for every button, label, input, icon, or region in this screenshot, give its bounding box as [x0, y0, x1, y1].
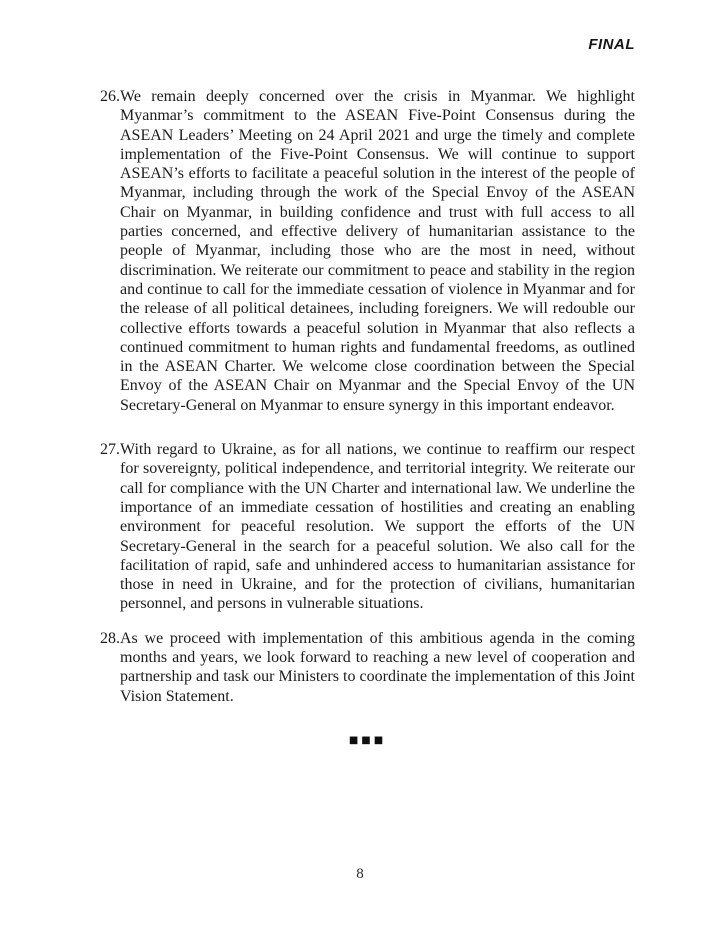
paragraph-27 — [100, 440, 635, 614]
end-of-document-marker: ■■■ — [348, 734, 387, 746]
paragraph-number: 26. — [100, 88, 120, 105]
paragraph-26 — [100, 87, 635, 415]
paragraph-text: We remain deeply concerned over the crisis in Myanmar. We highlight Myanmar’s commitment to the ASEAN Five-Point Consensus during the ASEAN Leaders’ Meeting on 24 April 2021 and urge the timely and complete implementation of the Five-Point Consensus. We will continue to support ASEAN’s efforts to facilitate a peaceful solution in the interest of the people of Myanmar, including through the work of the Special Envoy of the ASEAN Chair on Myanmar, in building confidence and trust with full access to all parties concerned, and effective delivery of humanitarian assistance to the people of Myanmar, including those who are the most in need, without discrimination. We reiterate our commitment to peace and stability in the region and continue to call for the immediate cessation of violence in Myanmar and for the release of all political detainees, including foreigners. We will redouble our collective efforts towards a peaceful solution in Myanmar that also reflects a continued commitment to human rights and fundamental freedoms, as outlined in the ASEAN Charter. We welcome close coordination between the Special Envoy of the ASEAN Chair on Myanmar and the Special Envoy of the UN Secretary-General on Myanmar to ensure synergy in this important endeavor. — [120, 88, 635, 414]
paragraph-number: 27. — [100, 441, 120, 459]
paragraph-text: As we proceed with implementation of this ambitious agenda in the coming months and years, we look forward to reaching a new level of cooperation and partnership and task our Ministers to coordinate the implementation of this Joint Vision Statement. — [120, 629, 635, 705]
final-status-label: FINAL — [588, 36, 635, 53]
paragraph-text: With regard to Ukraine, as for all nations, we continue to reaffirm our respect for sovereignty, political independence, and territorial integrity. We reiterate our call for compliance with the UN Charter and international law. We underline the importance of an immediate cessation of hostilities and creating an enabling environment for peaceful resolution. We support the efforts of the UN Secretary-General in the search for a peaceful solution. We also call for the facilitation of rapid, safe and unhindered access to humanitarian assistance for those in need in Ukraine, and for the protection of civilians, humanitarian personnel, and persons in vulnerable situations. — [120, 441, 635, 613]
document-body — [100, 87, 635, 746]
paragraph-28 — [100, 629, 635, 706]
paragraph-number: 28. — [100, 629, 120, 647]
page-number: 8 — [356, 866, 364, 882]
